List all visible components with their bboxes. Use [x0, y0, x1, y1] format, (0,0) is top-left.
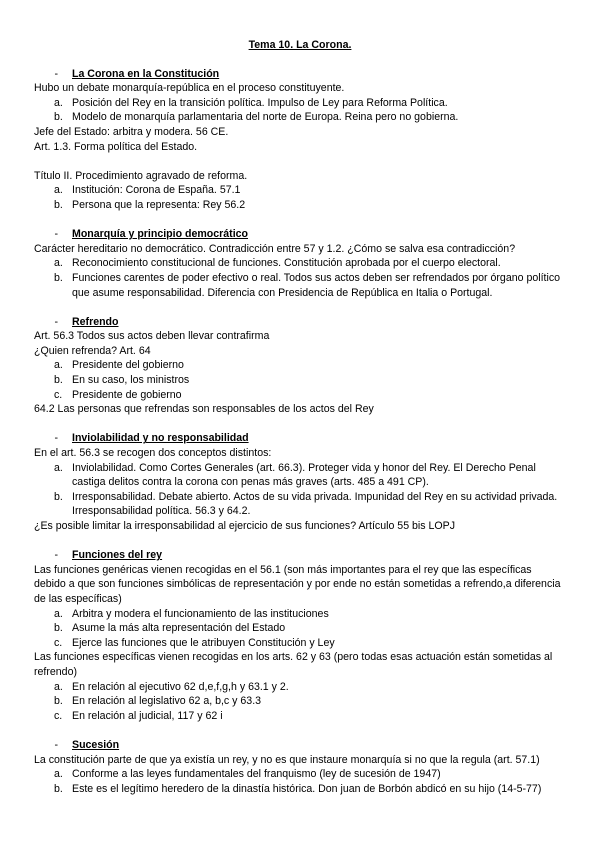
dash-bullet-icon: - [54, 315, 58, 328]
document-title: Tema 10. La Corona. [248, 39, 352, 51]
list-item-text: Arbitra y modera el funcionamiento de las instituciones [72, 607, 329, 620]
list-marker: b. [54, 198, 63, 211]
paragraph: Art. 56.3 Todos sus actos deben llevar contrafirma [34, 330, 270, 343]
section-heading [34, 431, 566, 446]
list-item [34, 271, 566, 300]
list-marker: c. [54, 636, 63, 649]
list-marker: b. [54, 622, 63, 635]
list-marker: a. [54, 680, 63, 693]
list-item [34, 110, 566, 125]
list-marker: a. [54, 359, 63, 372]
list-item [34, 373, 566, 388]
list-item-text: En relación al legislativo 62 a, b,c y 63.3 [72, 695, 262, 708]
paragraph: ¿Quien refrenda? Art. 64 [34, 344, 151, 357]
list-item [34, 198, 566, 213]
section-heading-text: Monarquía y principio democrático [72, 228, 249, 241]
paragraph: En el art. 56.3 se recogen dos conceptos distintos: [34, 447, 272, 460]
paragraph: Art. 1.3. Forma política del Estado. [34, 140, 198, 153]
section-heading [34, 67, 566, 82]
list-item-text: Posición del Rey en la transición política. Impulso de Ley para Reforma Política. [72, 96, 448, 109]
list-marker: a. [54, 96, 63, 109]
section-heading-text: Funciones del rey [72, 549, 163, 562]
list-marker: c. [54, 388, 63, 401]
section-heading-text: Sucesión [72, 738, 120, 751]
list-marker: a. [54, 184, 63, 197]
list-item-text: Ejerce las funciones que le atribuyen Constitución y Ley [72, 636, 335, 649]
list-item [34, 183, 566, 198]
list-item [34, 358, 566, 373]
list-item-text: En su caso, los ministros [72, 374, 190, 387]
list-item [34, 636, 566, 651]
list-item-text: Asume la más alta representación del Estado [72, 622, 286, 635]
list-item [34, 461, 566, 490]
paragraph: Título II. Procedimiento agravado de reforma. [34, 169, 248, 182]
section-heading [34, 227, 566, 242]
list-item-text: Funciones carentes de poder efectivo o real. Todos sus actos deben ser refrendados por órgano político que asume responsabilidad. Diferencia con Presidencia de República en Italia o Portugal. [72, 271, 561, 299]
section-heading [34, 738, 566, 753]
list-marker: c. [54, 709, 63, 722]
list-item-text: Irresponsabilidad. Debate abierto. Actos de su vida privada. Impunidad del Rey en su actividad privada. Irresponsabilidad política. 56.3 y 64.2. [72, 490, 558, 518]
list-item [34, 96, 566, 111]
list-item [34, 694, 566, 709]
dash-bullet-icon: - [54, 738, 58, 751]
list-item-text: En relación al judicial, 117 y 62 i [72, 709, 223, 722]
list-item-text: Presidente de gobierno [72, 388, 182, 401]
paragraph: Jefe del Estado: arbitra y modera. 56 CE. [34, 125, 229, 138]
list-item-text: Inviolabilidad. Como Cortes Generales (art. 66.3). Proteger vida y honor del Rey. El Derecho Penal castiga delitos contra la corona con penas más graves (arts. 485 a 491 CP). [72, 461, 536, 489]
list-marker: a. [54, 768, 63, 781]
section-heading-text: Refrendo [72, 315, 119, 328]
section-heading [34, 315, 566, 330]
paragraph: Las funciones genéricas vienen recogidas en el 56.1 (son más importantes para el rey que las específicas debido a que son funciones simbólicas de representación y por ende no están sometidas a refrendo,a diferencia de las específicas) [34, 563, 561, 605]
section-heading-text: Inviolabilidad y no responsabilidad [72, 432, 249, 445]
list-item [34, 256, 566, 271]
list-item [34, 490, 566, 519]
list-item [34, 621, 566, 636]
list-marker: a. [54, 607, 63, 620]
list-marker: b. [54, 490, 63, 503]
paragraph: 64.2 Las personas que refrendas son responsables de los actos del Rey [34, 403, 374, 416]
list-item-text: Presidente del gobierno [72, 359, 184, 372]
paragraph: Hubo un debate monarquía-república en el proceso constituyente. [34, 82, 345, 95]
list-marker: b. [54, 695, 63, 708]
list-item [34, 782, 566, 797]
list-marker: b. [54, 782, 63, 795]
paragraph: Las funciones específicas vienen recogidas en los arts. 62 y 63 (pero todas esas actuación están sometidas al refrendo) [34, 651, 553, 678]
section-spacer [34, 417, 566, 432]
section-heading-text: La Corona en la Constitución [72, 67, 220, 80]
list-item [34, 709, 566, 724]
section-spacer [34, 534, 566, 549]
list-item [34, 607, 566, 622]
dash-bullet-icon: - [54, 549, 58, 562]
paragraph-spacer [34, 154, 566, 169]
list-item [34, 388, 566, 403]
dash-bullet-icon: - [54, 67, 58, 80]
section-spacer [34, 300, 566, 315]
list-item-text: Modelo de monarquía parlamentaria del norte de Europa. Reina pero no gobierna. [72, 111, 459, 124]
section-spacer [34, 213, 566, 228]
dash-bullet-icon: - [54, 228, 58, 241]
list-marker: b. [54, 374, 63, 387]
list-item-text: Institución: Corona de España. 57.1 [72, 184, 241, 197]
sections-container [34, 67, 566, 797]
paragraph: La constitución parte de que ya existía un rey, y no es que instaure monarquía si no que la regula (art. 57.1) [34, 753, 540, 766]
list-item-text: Este es el legítimo heredero de la dinastía histórica. Don juan de Borbón abdicó en su hijo (14-5-77) [72, 782, 542, 795]
paragraph: Carácter hereditario no democrático. Contradicción entre 57 y 1.2. ¿Cómo se salva esa contradicción? [34, 242, 516, 255]
paragraph: ¿Es posible limitar la irresponsabilidad al ejercicio de sus funciones? Artículo 55 bis LOPJ [34, 520, 456, 532]
list-marker: a. [54, 257, 63, 270]
list-item-text: En relación al ejecutivo 62 d,e,f,g,h y 63.1 y 2. [72, 680, 289, 693]
list-item-text: Conforme a las leyes fundamentales del franquismo (ley de sucesión de 1947) [72, 768, 441, 781]
section-spacer [34, 723, 566, 738]
list-item-text: Persona que la representa: Rey 56.2 [72, 198, 246, 211]
list-item [34, 680, 566, 695]
dash-bullet-icon: - [54, 432, 58, 445]
list-marker: a. [54, 461, 63, 474]
section-heading [34, 548, 566, 563]
list-marker: b. [54, 271, 63, 284]
list-marker: b. [54, 111, 63, 124]
list-item [34, 767, 566, 782]
list-item-text: Reconocimiento constitucional de funciones. Constitución aprobada por el cuerpo electoral. [72, 257, 501, 270]
